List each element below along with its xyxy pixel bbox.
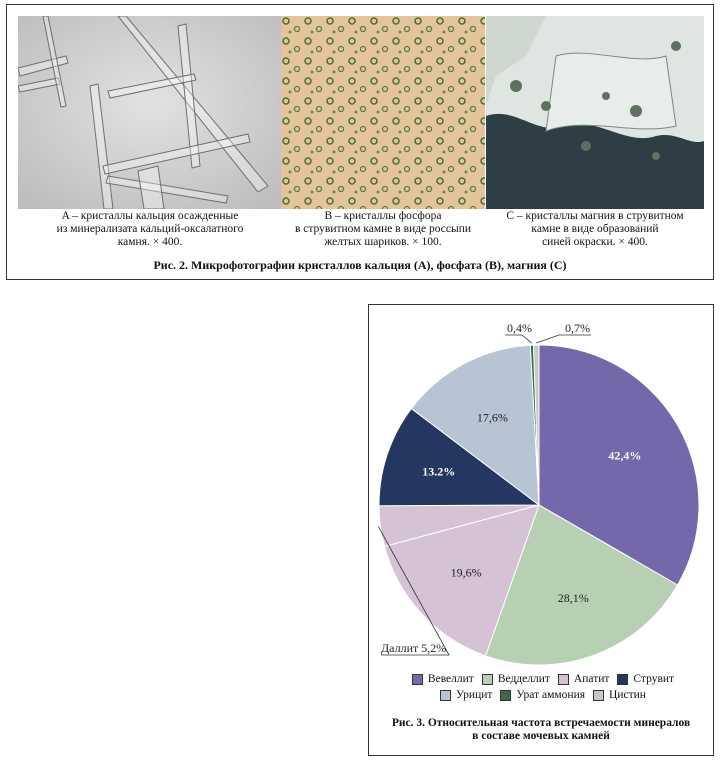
caption-line: синей окраски. × 400. [542,236,648,248]
legend-swatch [482,674,493,685]
legend-row [387,689,699,701]
caption-line: B – кристаллы фосфора [324,210,442,222]
figure-2-caption: Рис. 2. Микрофотографии кристаллов кальция (A), фосфата (B), магния (C) [153,258,567,272]
legend-swatch [500,690,511,701]
legend-item-вевеллит [412,673,474,685]
caption-panel-a [18,210,282,249]
caption-line: C – кристаллы магния в струвитном [506,210,684,222]
legend-item-урат-аммония [500,689,585,701]
caption-panel-c [486,210,704,249]
slice-label-урицит: 17,6% [476,410,508,425]
legend-row [387,673,699,685]
caption-line: из минерализата кальций-оксалатного [56,223,244,235]
figure-3 [368,304,714,756]
photo-c-magnesium-crystals [486,16,704,209]
caption-line: камня. × 400. [117,236,183,248]
legend-item-урицит [440,689,492,701]
legend-swatch [412,674,423,685]
slice-label-струвит: 13.2% [422,464,456,479]
legend-swatch [558,674,569,685]
legend-label: Цистин [609,689,646,701]
pie-chart [369,305,715,665]
caption-line: A – кристаллы кальция осажденные [61,210,239,222]
slice-label-апатит: 19,6% [450,565,482,580]
legend-label: Струвит [633,673,675,685]
photo-a-calcium-crystals [18,16,282,209]
legend-label: Урат аммония [516,689,586,701]
caption-line: камне в виде образований [531,223,659,235]
legend-item-ведделлит [482,673,550,685]
legend-swatch [440,690,451,701]
leader-line-цистин [536,335,591,343]
legend-item-струвит [617,673,674,685]
caption-line: в составе мочевых камней [472,730,610,742]
legend-swatch [593,690,604,701]
legend-label: Вевеллит [427,673,474,685]
caption-line: в струвитном камне в виде россыпи [294,223,472,235]
legend-item-цистин [593,689,646,701]
figure-3-caption [369,717,713,743]
legend-label: Урицит [456,689,493,701]
figure-2 [6,4,714,280]
slice-label-вевеллит: 42,4% [608,448,642,463]
slice-label-урат-аммония: 0,4% [507,321,532,335]
photo-b-phosphorus-crystals [281,16,485,209]
legend-label: Ведделлит [497,673,550,685]
legend-item-апатит [558,673,609,685]
caption-line: Рис. 3. Относительная частота встречаемости минералов [391,717,691,729]
legend-label: Апатит [573,673,610,685]
caption-line: желтых шариков. × 100. [324,236,442,248]
leader-line-урат-аммония [505,335,532,343]
caption-panel-b [281,210,485,249]
legend-swatch [617,674,628,685]
slice-label-цистин: 0,7% [565,321,590,335]
legend [387,673,699,705]
slice-label-ведделлит: 28,1% [557,591,589,606]
slice-label-даллит: Даллит 5,2% [381,641,447,655]
